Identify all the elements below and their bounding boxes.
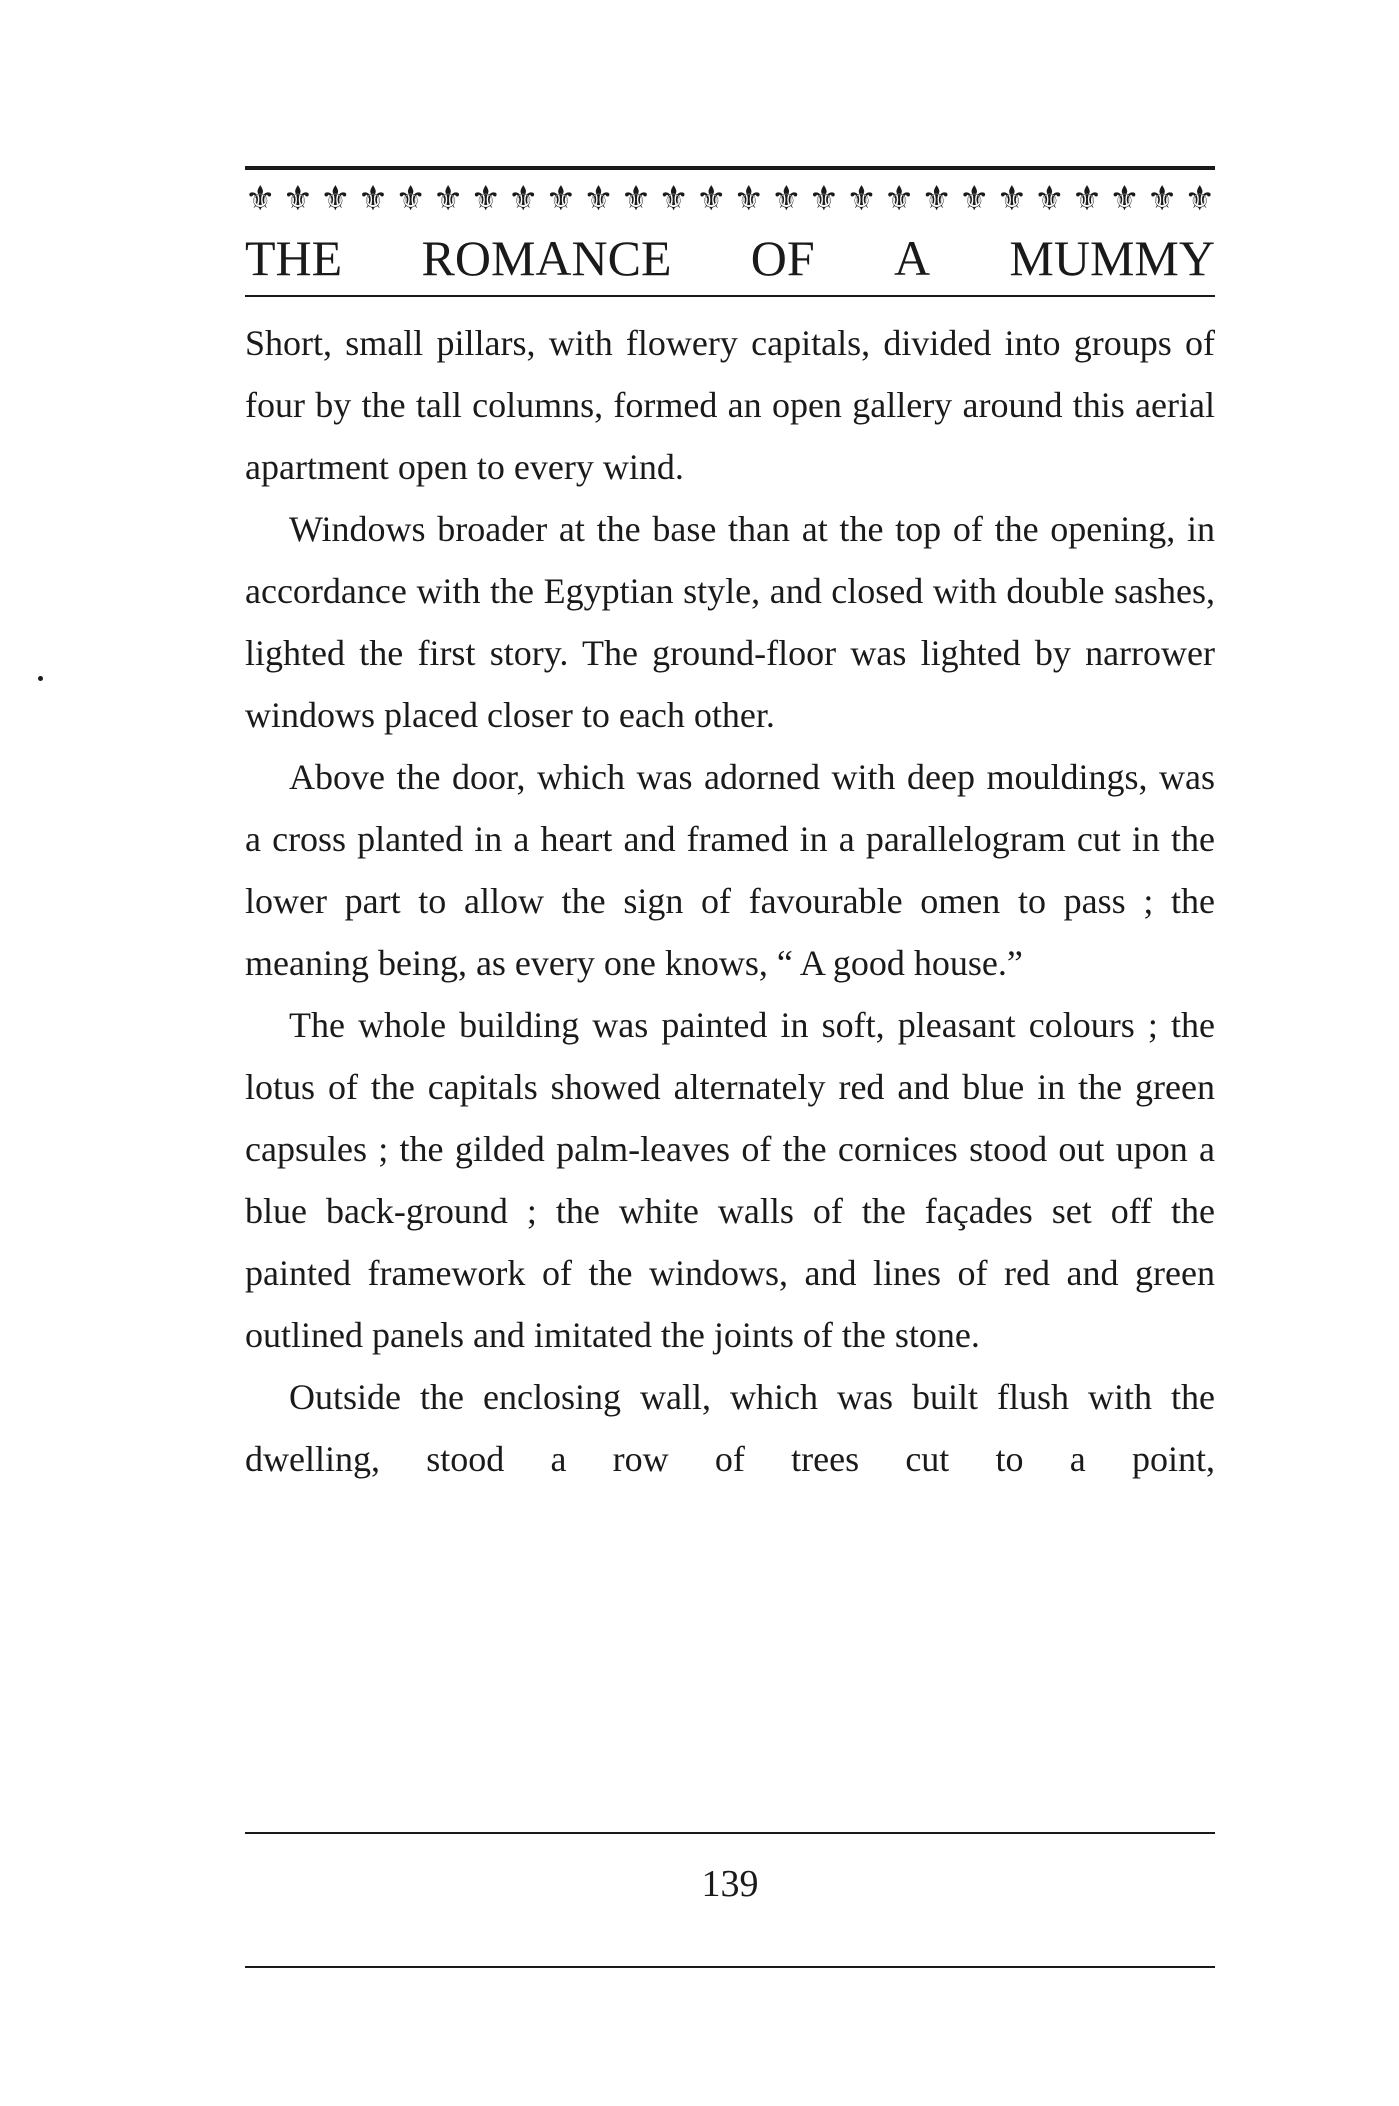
- fleur-de-lis-icon: ⚜: [357, 179, 389, 219]
- ornament-band: [245, 174, 1215, 224]
- fleur-de-lis-icon: ⚜: [1109, 179, 1140, 219]
- paragraph: Short, small pillars, with flowery capitals, divided into groups of four by the tall columns, formed an open gallery around this aerial apartment open to every wind.: [245, 323, 1215, 487]
- page-number: 139: [701, 1863, 759, 1905]
- running-head-word: A: [894, 230, 931, 286]
- header-bottom-rule: [245, 295, 1215, 297]
- fleur-de-lis-icon: ⚜: [921, 179, 952, 219]
- fleur-de-lis-icon: ⚜: [545, 179, 577, 219]
- fleur-de-lis-icon: ⚜: [1146, 179, 1178, 219]
- fleur-de-lis-icon: ⚜: [695, 179, 727, 219]
- fleur-de-lis-icon: ⚜: [996, 179, 1028, 219]
- paragraph: The whole building was painted in soft, pleasant colours ; the lotus of the capitals showed alternately red and blue in the green capsules ; the gilded palm-leaves of the cornices stood out upon a blue back-ground ; the white walls of the façades set off the painted framework of the windows, and lines of red and green outlined panels and imitated the joints of the stone.: [245, 1005, 1215, 1355]
- running-head-word: OF: [750, 230, 815, 286]
- fleur-de-lis-icon: ⚜: [1184, 179, 1215, 219]
- fleur-de-lis-icon: ⚜: [282, 179, 314, 219]
- fleur-de-lis-icon: ⚜: [846, 179, 877, 219]
- running-head: [245, 226, 1215, 290]
- body-text: [245, 312, 1215, 1490]
- header-top-rule: [245, 166, 1215, 170]
- paragraph: Above the door, which was adorned with deep mouldings, was a cross planted in a heart and framed in a parallelogram cut in the lower part to allow the sign of favourable omen to pass ; the meaning being, as every one knows, “ A good house.”: [245, 757, 1215, 983]
- fleur-de-lis-icon: ⚜: [733, 179, 764, 219]
- fleur-de-lis-icon: ⚜: [620, 179, 652, 219]
- running-head-word: ROMANCE: [421, 230, 672, 286]
- footer-top-rule: [245, 1832, 1215, 1834]
- fleur-de-lis-icon: ⚜: [395, 179, 426, 219]
- fleur-de-lis-icon: ⚜: [432, 179, 464, 219]
- paragraph: Windows broader at the base than at the top of the opening, in accordance with the Egyptian style, and closed with double sashes, lighted the first story. The ground-floor was lighted by narrower windows placed closer to each other.: [245, 509, 1215, 735]
- fleur-de-lis-icon: ⚜: [808, 179, 840, 219]
- fleur-de-lis-icon: ⚜: [1071, 179, 1103, 219]
- fleur-de-lis-icon: ⚜: [470, 179, 501, 219]
- fleur-de-lis-icon: ⚜: [320, 179, 351, 219]
- paragraph: Outside the enclosing wall, which was built flush with the dwelling, stood a row of trees cut to a point,: [245, 1377, 1215, 1479]
- fleur-de-lis-icon: ⚜: [508, 179, 539, 219]
- fleur-de-lis-icon: ⚜: [658, 179, 689, 219]
- fleur-de-lis-icon: ⚜: [771, 179, 802, 219]
- margin-speck: [38, 676, 43, 681]
- fleur-de-lis-icon: ⚜: [1034, 179, 1065, 219]
- running-head-word: MUMMY: [1009, 230, 1215, 286]
- running-head-word: THE: [245, 230, 343, 286]
- fleur-de-lis-icon: ⚜: [245, 179, 276, 219]
- fleur-de-lis-icon: ⚜: [958, 179, 990, 219]
- fleur-de-lis-icon: ⚜: [583, 179, 614, 219]
- fleur-de-lis-icon: ⚜: [883, 179, 915, 219]
- footer-bottom-rule: [245, 1966, 1215, 1968]
